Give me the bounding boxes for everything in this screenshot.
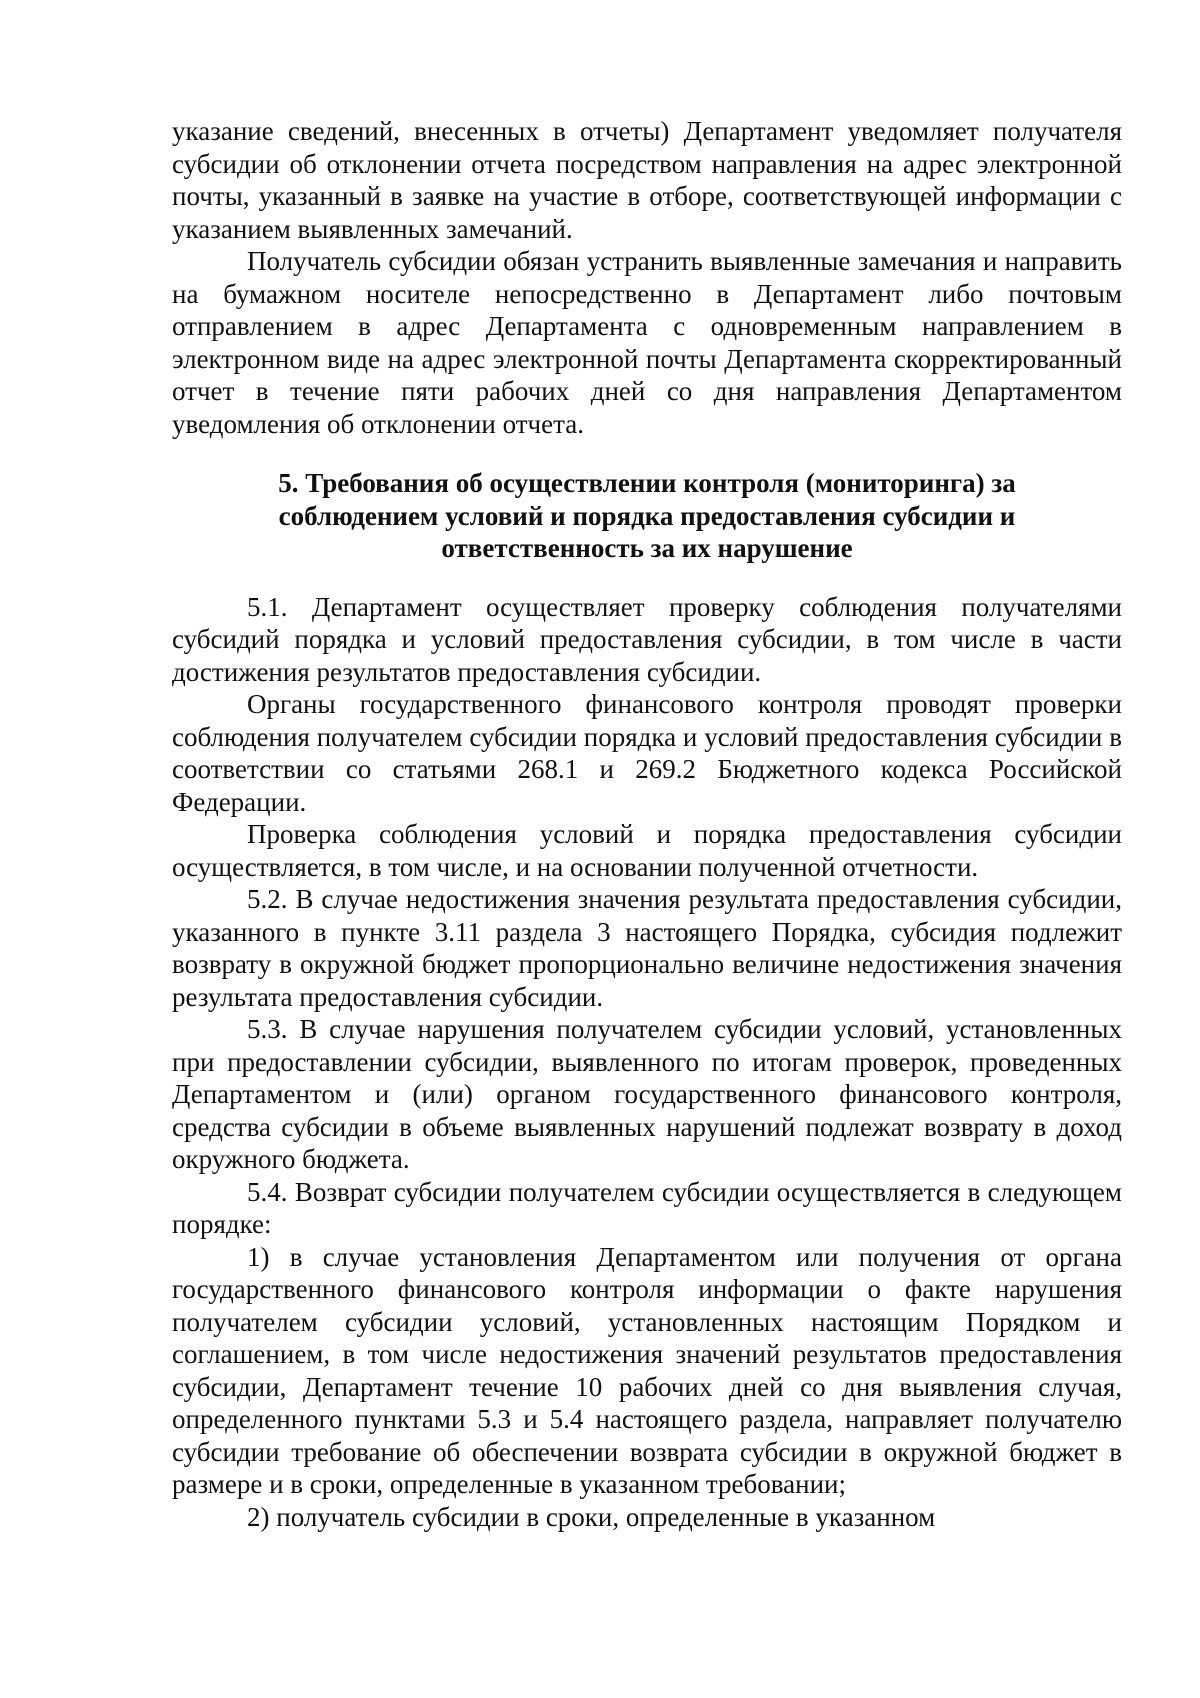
paragraph-financial-control-bodies: Органы государственного финансового контроля проводят проверки соблюдения получателем субсидии порядка и условий предоставления субсидии в соответствии со статьями 268.1 и 269.2 Бюджетного кодекса Российской Федерации.: [172, 689, 1122, 817]
list-item-1: 1) в случае установления Департаментом или получения от органа государственного финансового контроля информации о факте нарушения получателем субсидии условий, установленных настоящим Порядком и соглашением, в том числе недостижения значений результатов предоставления субсидии, Департамент течение 10 рабочих дней со дня выявления случая, определенного пунктами 5.3 и 5.4 настоящего раздела, направляет получателю субсидии требование об обеспечении возврата субсидии в окружной бюджет в размере и в сроки, определенные в указанном требовании;: [172, 1241, 1122, 1499]
list-item-2: 2) получатель субсидии в сроки, определенные в указанном: [247, 1501, 936, 1532]
paragraph-compliance-check: Проверка соблюдения условий и порядка предоставления субсидии осуществляется, в том числе, и на основании полученной отчетности.: [172, 819, 1122, 882]
paragraph-5-3: 5.3. В случае нарушения получателем субсидии условий, установленных при предоставлении субсидии, выявленного по итогам проверок, проведенных Департаментом и (или) органом государственного финансового контроля, средства субсидии в объеме выявленных нарушений подлежат возврату в доход окружного бюджета.: [172, 1014, 1122, 1174]
paragraph-5-1: 5.1. Департамент осуществляет проверку соблюдения получателями субсидий порядка и условий предоставления субсидии, в том числе в части достижения результатов предоставления субсидии.: [172, 591, 1122, 687]
paragraph-5-2: 5.2. В случае недостижения значения результата предоставления субсидии, указанного в пункте 3.11 раздела 3 настоящего Порядка, субсидия подлежит возврату в окружной бюджет пропорционально величине недостижения значения результата предоставления субсидии.: [172, 884, 1122, 1012]
document-body: [172, 115, 1122, 1533]
paragraph-report-rejection-notice: указание сведений, внесенных в отчеты) Департамент уведомляет получателя субсидии об отклонении отчета посредством направления на адрес электронной почты, указанный в заявке на участие в отборе, соответствующей информации с указанием выявленных замечаний.: [172, 116, 1122, 244]
paragraph-recipient-correction-duty: Получатель субсидии обязан устранить выявленные замечания и направить на бумажном носителе непосредственно в Департамент либо почтовым отправлением в адрес Департамента с одновременным направлением в электронном виде на адрес электронной почты Департамента скорректированный отчет в течение пяти рабочих дней со дня направления Департаментом уведомления об отклонении отчета.: [172, 246, 1122, 439]
section-5-heading: 5. Требования об осуществлении контроля (мониторинга) за соблюдением условий и порядка предоставления субсидии и ответственность за их нарушение: [278, 468, 1016, 563]
paragraph-5-4: 5.4. Возврат субсидии получателем субсидии осуществляется в следующем порядке:: [172, 1176, 1122, 1239]
